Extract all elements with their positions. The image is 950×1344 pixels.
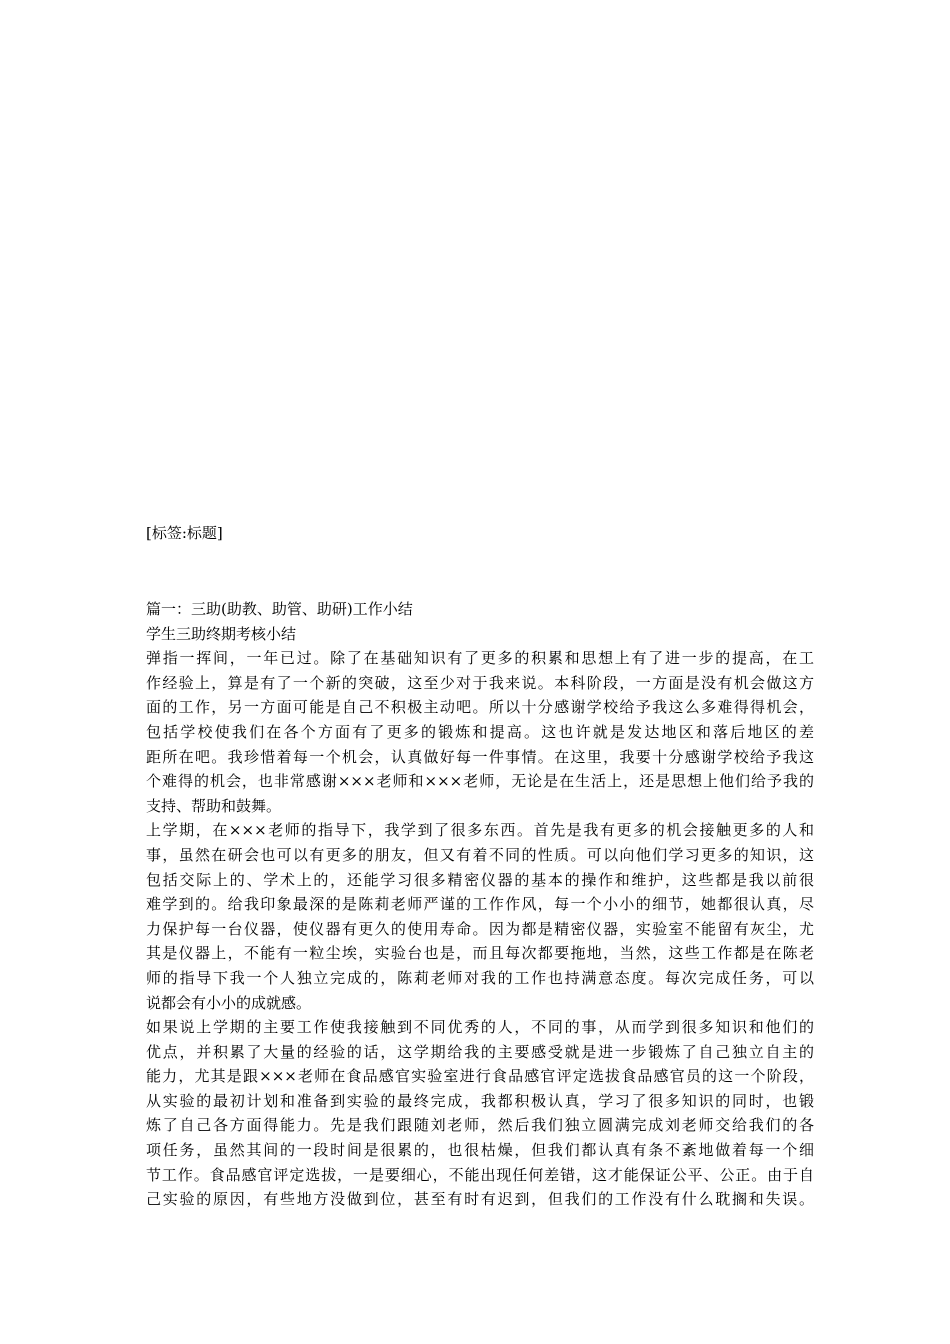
paragraph-line: 优点，并积累了大量的经验的话，这学期给我的主要感受就是进一步锻炼了自己独立自主的: [146, 1042, 814, 1061]
paragraph-line: 包括交际上的、学术上的，还能学习很多精密仪器的基本的操作和维护，这些都是我以前很: [146, 870, 814, 889]
paragraph-line: 作经验上，算是有了一个新的突破，这至少对于我来说。本科阶段，一方面是没有机会做这方: [146, 673, 814, 692]
paragraph-line: 己实验的原因，有些地方没做到位，甚至有时有迟到，但我们的工作没有什么耽搁和失误。: [146, 1190, 814, 1209]
paragraph-line: 事，虽然在研会也可以有更多的朋友，但又有着不同的性质。可以向他们学习更多的知识，这: [146, 845, 814, 864]
paragraph-line: 距所在吧。我珍惜着每一个机会，认真做好每一件事情。在这里，我要十分感谢学校给予我这: [146, 747, 814, 766]
paragraph-line: 力保护每一台仪器，使仪器有更久的使用寿命。因为都是精密仪器，实验室不能留有灰尘，尤: [146, 919, 814, 938]
paragraph-line: 支持、帮助和鼓舞。: [146, 796, 282, 815]
article-body: [146, 597, 814, 1212]
article-subheading: 学生三助终期考核小结: [146, 624, 297, 643]
paragraph-line: 能力，尤其是跟×××老师在食品感官实验室进行食品感官评定选拔食品感官员的这一个阶段，: [146, 1067, 814, 1086]
paragraph-1: [146, 646, 814, 818]
paragraph-line: 师的指导下我一个人独立完成的，陈莉老师对我的工作也持满意态度。每次完成任务，可以: [146, 968, 814, 987]
paragraph-line: 从实验的最初计划和准备到实验的最终完成，我都积极认真，学习了很多知识的同时，也锻: [146, 1091, 814, 1110]
paragraph-line: 包括学校使我们在各个方面有了更多的锻炼和提高。这也许就是发达地区和落后地区的差: [146, 722, 814, 741]
tag-label: [标签:标题]: [146, 524, 223, 542]
paragraph-line: 炼了自己各方面得能力。先是我们跟随刘老师，然后我们独立圆满完成刘老师交给我们的各: [146, 1116, 814, 1135]
paragraph-line: 弹指一挥间，一年已过。除了在基础知识有了更多的积累和思想上有了进一步的提高，在工: [146, 649, 814, 668]
paragraph-line: 说都会有小小的成就感。: [146, 993, 312, 1012]
paragraph-line: 个难得的机会，也非常感谢×××老师和×××老师，无论是在生活上，还是思想上他们给予我的: [146, 772, 814, 791]
paragraph-line: 面的工作，另一方面可能是自己不积极主动吧。所以十分感谢学校给予我这么多难得得机会，: [146, 698, 814, 717]
paragraph-line: 难学到的。给我印象最深的是陈莉老师严谨的工作作风，每一个小小的细节，她都很认真，尽: [146, 895, 814, 914]
paragraph-line: 如果说上学期的主要工作使我接触到不同优秀的人，不同的事，从而学到很多知识和他们的: [146, 1018, 814, 1037]
paragraph-line: 节工作。食品感官评定选拔，一是要细心，不能出现任何差错，这才能保证公平、公正。由于自: [146, 1165, 814, 1184]
paragraph-line: 项任务，虽然其间的一段时间是很累的，也很枯燥，但我们都认真有条不紊地做着每一个细: [146, 1141, 814, 1160]
paragraph-2: [146, 818, 814, 1015]
paragraph-line: 其是仪器上，不能有一粒尘埃，实验台也是，而且每次都要拖地，当然，这些工作都是在陈老: [146, 944, 814, 963]
paragraph-3: [146, 1015, 814, 1212]
article-heading: 篇一：三助(助教、助管、助研)工作小结: [146, 600, 413, 618]
paragraph-line: 上学期，在×××老师的指导下，我学到了很多东西。首先是我有更多的机会接触更多的人和: [146, 821, 814, 840]
